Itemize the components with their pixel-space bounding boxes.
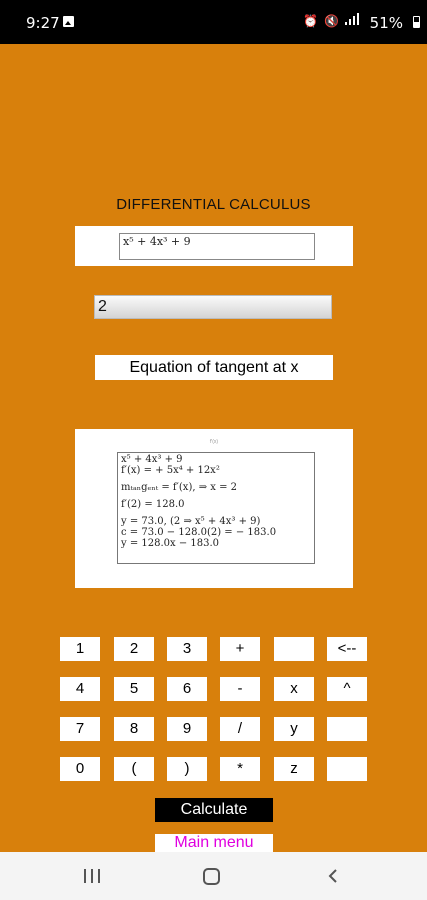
- key-y[interactable]: y: [274, 717, 314, 741]
- result-line: x⁵ + 4x³ + 9: [121, 454, 183, 465]
- result-line: mₜₐₙgₑₙₜ = f′(x), ⇒ x = 2: [121, 482, 238, 493]
- mute-icon: 🔇: [324, 13, 339, 28]
- signal-icon: [345, 13, 359, 28]
- key-backspace[interactable]: <--: [327, 637, 367, 661]
- gallery-icon: [63, 16, 74, 27]
- key-2[interactable]: 2: [114, 637, 154, 661]
- key-blank[interactable]: [327, 757, 367, 781]
- result-line: y = 128.0x − 183.0: [121, 538, 220, 549]
- result-line: f′(2) = 128.0: [121, 499, 185, 510]
- key-multiply[interactable]: *: [220, 757, 260, 781]
- status-time: 9:27: [26, 14, 60, 32]
- result-caption: f'(x): [209, 439, 219, 445]
- key-0[interactable]: 0: [60, 757, 100, 781]
- key-open-paren[interactable]: (: [114, 757, 154, 781]
- key-x[interactable]: x: [274, 677, 314, 701]
- key-blank[interactable]: [274, 637, 314, 661]
- key-blank[interactable]: [327, 717, 367, 741]
- key-3[interactable]: 3: [167, 637, 207, 661]
- expression-panel: [75, 226, 353, 266]
- key-7[interactable]: 7: [60, 717, 100, 741]
- battery-icon: [413, 16, 420, 28]
- key-1[interactable]: 1: [60, 637, 100, 661]
- navigation-bar: [0, 852, 427, 900]
- key-plus[interactable]: +: [220, 637, 260, 661]
- key-minus[interactable]: -: [220, 677, 260, 701]
- key-4[interactable]: 4: [60, 677, 100, 701]
- alarm-icon: ⏰: [303, 13, 319, 28]
- result-line: f′(x) = + 5x⁴ + 12x²: [121, 465, 220, 476]
- result-line: c = 73.0 − 128.0(2) = − 183.0: [121, 527, 277, 538]
- key-8[interactable]: 8: [114, 717, 154, 741]
- key-6[interactable]: 6: [167, 677, 207, 701]
- result-line: y = 73.0, (2 ⇒ x⁵ + 4x³ + 9): [121, 516, 261, 527]
- key-z[interactable]: z: [274, 757, 314, 781]
- main-menu-button[interactable]: Main menu: [155, 834, 273, 852]
- key-divide[interactable]: /: [220, 717, 260, 741]
- key-5[interactable]: 5: [114, 677, 154, 701]
- result-output: [117, 452, 315, 564]
- key-close-paren[interactable]: ): [167, 757, 207, 781]
- back-icon[interactable]: [326, 869, 340, 883]
- page-title: DIFFERENTIAL CALCULUS: [116, 196, 311, 213]
- x-value-input[interactable]: 2: [94, 295, 332, 319]
- key-power[interactable]: ^: [327, 677, 367, 701]
- calculate-button[interactable]: Calculate: [155, 798, 273, 822]
- home-icon[interactable]: [203, 868, 220, 885]
- mode-selector-button[interactable]: Equation of tangent at x: [95, 355, 333, 380]
- expression-input[interactable]: x⁵ + 4x³ + 9: [119, 233, 315, 260]
- result-panel: [75, 429, 353, 588]
- battery-text: 51%: [369, 14, 403, 32]
- key-9[interactable]: 9: [167, 717, 207, 741]
- status-bar: [0, 0, 427, 44]
- status-icons: [303, 13, 359, 28]
- recent-apps-icon[interactable]: [84, 869, 102, 883]
